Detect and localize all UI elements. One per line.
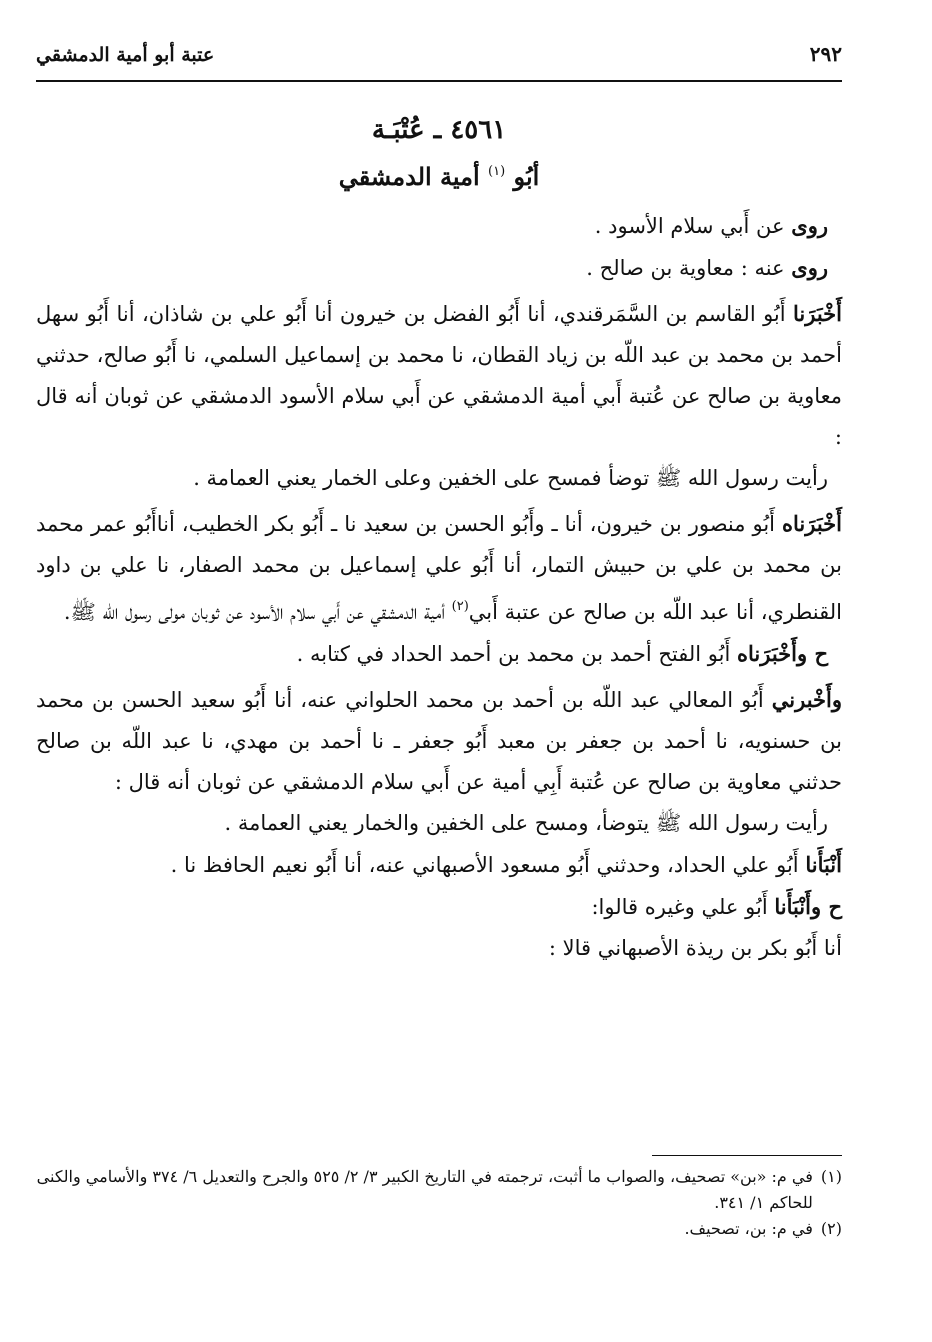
isnad-paragraph-5 xyxy=(36,844,842,886)
main-text xyxy=(36,205,842,969)
running-title: عتبة أبو أمية الدمشقي xyxy=(36,44,215,66)
keyword: وأَخْبرني xyxy=(771,687,842,712)
footnote-2 xyxy=(36,1216,842,1242)
paragraph-text: أَبُو المعالي عبد اللّه بن أحمد بن محمد الحلواني عنه، أنا أَبُو سعيد الحسن بن محمد بن حسنويه، نا أحمد بن جعفر بن معبد أَبُو جعفر ـ نا أحمد بن مهدي، نا عبد اللّه بن صالح حدثني معاوية بن صالح عن عُتبة أَبِي أمية عن أَبي سلام الدمشقي عن ثوبان أنه قال : xyxy=(36,688,842,794)
entry-title xyxy=(36,110,842,199)
footnote-number: (١) xyxy=(820,1167,842,1186)
paragraph-text: عن أَبي سلام الأسود . xyxy=(594,214,792,238)
page-number: ٢٩٢ xyxy=(809,42,842,66)
footnote-1 xyxy=(36,1164,842,1216)
keyword: ح وأَنْبَأَنا xyxy=(774,894,842,919)
hadith-text-1: رأيت رسول الله ﷺ توضأ فمسح على الخفين وعلى الخمار يعني العمامة . xyxy=(193,466,828,490)
keyword: ح وأَخْبَرَناه xyxy=(737,641,828,666)
paragraph-narrated-from xyxy=(36,205,842,247)
entry-number-name: ٤٥٦١ ـ عُتْبَـة xyxy=(371,115,507,145)
paragraph-text: أَبُو القاسم بن السَّمَرقندي، أنا أَبُو الفضل بن خيرون أنا أَبُو علي بن شاذان، أنا أَبُو سهل أحمد بن محمد بن عبد اللّه بن زياد القطان، نا محمد بن إسماعيل السلمي، نا أَبُو صالح، حدثني معاوية بن صالح عن عُتبة أَبي أمية الدمشقي عن أَبي سلام الأسود الدمشقي عن ثوبان أنه قال : xyxy=(36,302,842,449)
isnad-paragraph-1 xyxy=(36,293,842,458)
footnotes xyxy=(36,1155,842,1242)
paragraph-text: عنه : معاوية بن صالح . xyxy=(586,256,792,280)
entry-subtitle xyxy=(36,150,842,199)
keyword: أَخْبَرَنا xyxy=(793,301,842,326)
page-header xyxy=(36,40,842,82)
isnad-paragraph-6 xyxy=(36,886,842,928)
paragraph-text: أَبُو علي وغيره قالوا: xyxy=(591,895,775,919)
hadith-text-2: رأيت رسول الله ﷺ يتوضأ، ومسح على الخفين والخمار يعني العمامة . xyxy=(224,811,828,835)
isnad-paragraph-4 xyxy=(36,679,842,803)
paragraph-text: أمية الدمشقي عن أَبي سلام الأسود عن ثوبان مولى رسول الله ﷺ. xyxy=(63,600,452,624)
subtitle-nisba: أمية الدمشقي xyxy=(338,162,480,191)
footnote-divider xyxy=(652,1155,842,1156)
footnote-text: في م: بن، تصحيف. xyxy=(684,1219,813,1238)
footnote-number: (٢) xyxy=(820,1219,842,1238)
footnote-text: في م: «بن» تصحيف، والصواب ما أثبت، ترجمته في التاريخ الكبير ٣/ ٢/ ٥٢٥ والجرح والتعديل ٦/ ٣٧٤ والأسامي والكنى للحاكم ١/ ٣٤١. xyxy=(36,1167,813,1212)
paragraph-text: أَبُو الفتح أحمد بن محمد بن أحمد الحداد في كتابه . xyxy=(296,642,737,666)
keyword: روى xyxy=(791,255,828,280)
keyword: أَنْبَأَنا xyxy=(805,852,842,877)
isnad-paragraph-2 xyxy=(36,503,842,633)
isnad-paragraph-3 xyxy=(36,633,842,675)
footnote-marker-1: (١) xyxy=(488,164,506,179)
subtitle-kunya: أبُو xyxy=(513,162,540,191)
paragraph-text: أَبُو علي الحداد، وحدثني أَبُو مسعود الأصبهاني عنه، أنا أَبُو نعيم الحافظ نا . xyxy=(170,853,806,877)
footnote-marker-2: (٢) xyxy=(451,599,469,614)
paragraph-narrated-by xyxy=(36,247,842,289)
paragraph-text: أَبُو منصور بن خيرون، أنا ـ وأَبُو الحسن بن سعيد نا ـ أَبُو بكر الخطيب، أناأَبُو عمر محمد بن محمد بن علي بن حبيش التمار، أنا أَبُو علي إسماعيل بن محمد الصفار، نا علي بن داود القنطري، أنا عبد اللّه بن صالح عن عتبة أَبي xyxy=(36,512,842,624)
isnad-paragraph-7: أنا أَبُو بكر بن ريذة الأصبهاني قالا : xyxy=(548,936,842,960)
keyword: أَخْبَرَناه xyxy=(782,511,842,536)
keyword: روى xyxy=(791,213,828,238)
